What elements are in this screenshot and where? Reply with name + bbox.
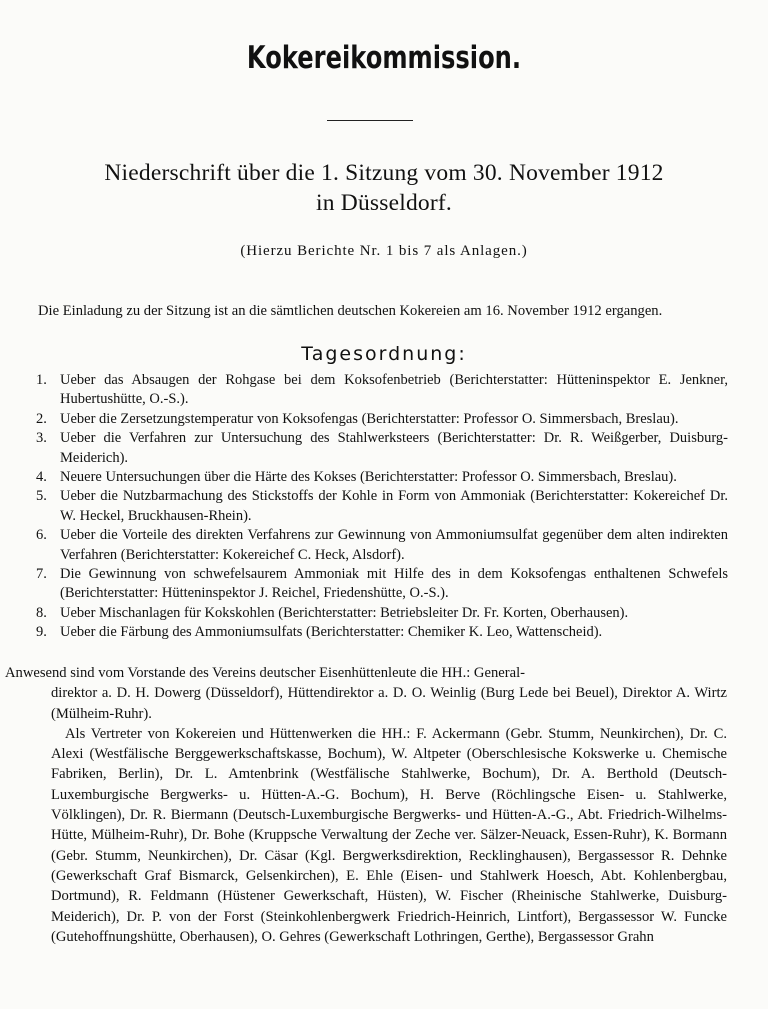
- agenda-item-text: Ueber Mischanlagen für Kokskohlen (Berichterstatter: Betriebsleiter Dr. Fr. Korten, Oberhausen).: [60, 604, 629, 621]
- attendees-plants-paragraph: Als Vertreter von Kokereien und Hüttenwerken die HH.: F. Ackermann (Gebr. Stumm, Neunkirchen), Dr. C. Alexi (Westfälische Berggewerkschaftskasse, Bochum), W. Altpeter (Oberschlesische Kokswerke u. Chemische Fabriken, Berlin), Dr. L. Amtenbrink (Westfälische Stahlwerke, Bochum), Dr. A. Berthold (Deutsch-Luxemburgische Bergwerks- u. Hütten-A.-G. Bochum), H. Berve (Röchlingsche Eisen- u. Stahlwerke, Völklingen), Dr. R. Biermann (Deutsch-Luxemburgische Bergwerks- und Hütten-A.-G., Abt. Friedrich-Wilhelms-Hütte, Mülheim-Ruhr), Dr. Bohe (Kruppsche Verwaltung der Zeche ver. Sälzer-Neuack, Essen-Ruhr), K. Bormann (Gebr. Stumm, Neunkirchen), Dr. Cäsar (Kgl. Bergwerksdirektion, Recklinghausen), Bergassessor R. Dehnke (Gewerkschaft Graf Bismarck, Gelsenkirchen), E. Ehle (Eisen- und Stahlwerk Hoesch, Abt. Kohlenbergbau, Dortmund), R. Feldmann (Hüstener Gewerkschaft, Hüsten), W. Fischer (Rheinische Stahlwerke, Duisburg-Meiderich), Dr. P. von der Forst (Steinkohlenbergwerk Friedrich-Heinrich, Lintfort), Bergassessor W. Funcke (Gutehoffnungshütte, Oberhausen), O. Gehres (Gewerkschaft Lothringen, Gerthe), Bergassessor Grahn: [51, 725, 727, 945]
- agenda-item-text: Ueber die Nutzbarmachung des Stickstoffs der Kohle in Form von Ammoniak (Berichterstatter: Kokereichef Dr. W. Heckel, Bruckhausen-Rhein).: [60, 488, 728, 524]
- agenda-item-number: 3.: [36, 430, 47, 447]
- attachments-note: (Hierzu Berichte Nr. 1 bis 7 als Anlagen.): [240, 243, 528, 259]
- agenda-list: [36, 371, 728, 643]
- agenda-item-number: 2.: [36, 410, 47, 427]
- attendees-board-rest: direktor a. D. H. Dowerg (Düsseldorf), Hüttendirektor a. D. O. Weinlig (Burg Lede bei Beuel), Direktor A. Wirtz (Mülheim-Ruhr).: [51, 685, 727, 722]
- agenda-item-text: Die Gewinnung von schwefelsaurem Ammoniak mit Hilfe des in dem Koksofengas enthaltenen Schwefels (Berichterstatter: Hütteninspektor J. Reichel, Friedenshütte, O.-S.).: [60, 566, 728, 602]
- agenda-item: [36, 526, 728, 565]
- heading-line-2: in Düsseldorf.: [316, 190, 452, 216]
- agenda-item-number: 6.: [36, 527, 47, 544]
- agenda-item-number: 1.: [36, 372, 47, 388]
- agenda-item-text: Ueber die Zersetzungstemperatur von Koksofengas (Berichterstatter: Professor O. Simmersbach, Breslau).: [60, 410, 679, 427]
- agenda-item-number: 4.: [36, 469, 47, 486]
- agenda-item-number: 8.: [36, 604, 47, 621]
- agenda-item: [36, 623, 728, 642]
- agenda-item-text: Ueber die Vorteile des direkten Verfahrens zur Gewinnung von Ammoniumsulfat gegenüber dem alten indirekten Verfahren (Berichterstatter: Kokereichef C. Heck, Alsdorf).: [60, 527, 728, 563]
- attendees-section: [5, 663, 727, 947]
- agenda-item: [36, 604, 728, 623]
- attendees-board-paragraph: [5, 663, 727, 724]
- agenda-item-text: Ueber die Färbung des Ammoniumsulfats (Berichterstatter: Chemiker K. Leo, Wattenscheid).: [60, 624, 603, 641]
- minutes-heading: [0, 158, 768, 218]
- intro-paragraph: Die Einladung zu der Sitzung ist an die sämtlichen deutschen Kokereien am 16. November 1912 ergangen.: [38, 303, 663, 319]
- agenda-item: [36, 371, 728, 410]
- agenda-item: [36, 429, 728, 468]
- agenda-item-number: 5.: [36, 488, 47, 505]
- agenda-item-text: Ueber die Verfahren zur Untersuchung des Stahlwerksteers (Berichterstatter: Dr. R. Weißgerber, Duisburg-Meiderich).: [60, 430, 728, 466]
- agenda-item-text: Neuere Untersuchungen über die Härte des Kokses (Berichterstatter: Professor O. Simmersbach, Breslau).: [60, 469, 677, 486]
- agenda-item: [36, 565, 728, 604]
- heading-line-1: Niederschrift über die 1. Sitzung vom 30. November 1912: [104, 160, 664, 186]
- agenda-item: [36, 487, 728, 526]
- attendees-board-lead: Anwesend sind vom Vorstande des Vereins deutscher Eisenhüttenleute die HH.: General-: [5, 665, 525, 681]
- agenda-title: Tagesordnung:: [301, 343, 467, 365]
- agenda-item-number: 7.: [36, 566, 47, 583]
- page-title: Kokereikommission.: [246, 40, 522, 76]
- agenda-item: [36, 468, 728, 487]
- agenda-item-number: 9.: [36, 624, 47, 641]
- title-divider: [327, 120, 413, 121]
- agenda-item-text: Ueber das Absaugen der Rohgase bei dem Koksofenbetrieb (Berichterstatter: Hütteninspektor E. Jenkner, Hubertushütte, O.-S.).: [60, 372, 728, 408]
- agenda-item: [36, 410, 728, 429]
